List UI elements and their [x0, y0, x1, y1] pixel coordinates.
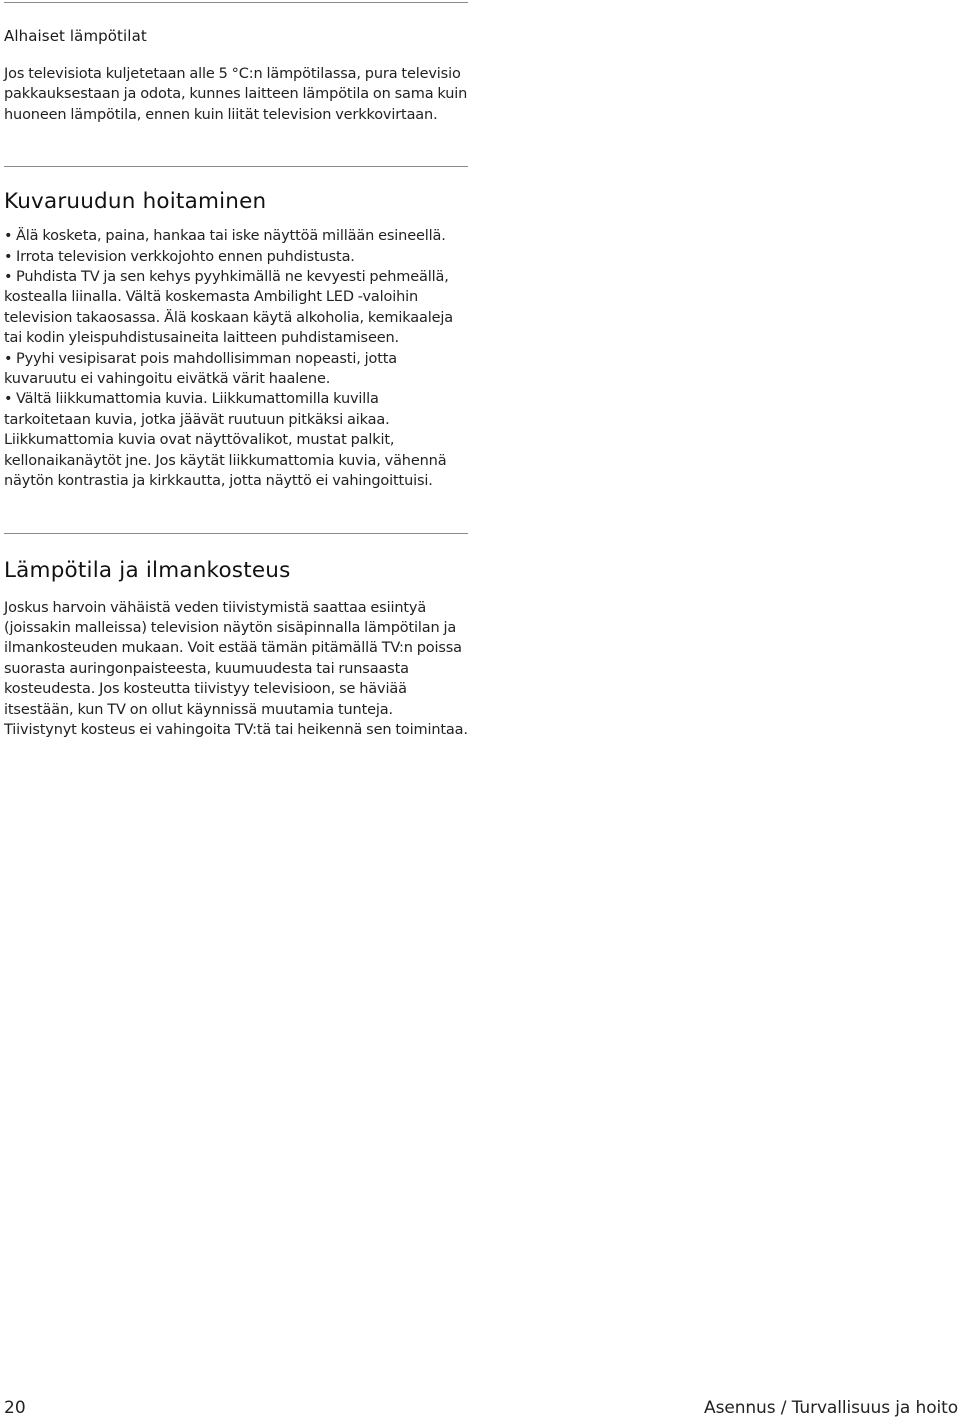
list-item	[4, 267, 468, 349]
list-item	[4, 226, 468, 246]
list-item-text: Vältä liikkumattomia kuvia. Liikkumattomilla kuvilla tarkoitetaan kuvia, jotka jäävät ruutuun pitkäksi aikaa. Liikkumattomia kuvia ovat näyttövalikot, mustat palkit, kellonaikanäytöt jne. Jos käytät liikkumattomia kuvia, vähennä näytön kontrastia ja kirkkautta, jotta näyttö ei vahingoittuisi.	[4, 391, 447, 490]
section-divider	[4, 166, 468, 167]
bullet-icon: •	[4, 228, 13, 245]
bullet-icon: •	[4, 391, 13, 408]
low-temperatures-body: Jos televisiota kuljetetaan alle 5 °C:n lämpötilassa, pura televisio pakkauksestaan ja odota, kunnes laitteen lämpötila on sama kuin huoneen lämpötila, ennen kuin liität television verkkovirtaan.	[4, 66, 468, 123]
section-divider	[4, 533, 468, 534]
bullet-icon: •	[4, 350, 13, 367]
chapter-title: Asennus / Turvallisuus ja hoito	[704, 1398, 958, 1418]
section-title-screen-care: Kuvaruudun hoitaminen	[4, 189, 267, 215]
list-item-text: Irrota television verkkojohto ennen puhdistusta.	[16, 248, 355, 265]
list-item	[4, 349, 468, 390]
list-item-text: Puhdista TV ja sen kehys pyyhkimällä ne kevyesti pehmeällä, kostealla liinalla. Vältä koskemasta Ambilight LED -valoihin television takaosassa. Älä koskaan käytä alkoholia, kemikaaleja tai kodin yleispuhdistusaineita laitteen puhdistamiseen.	[4, 269, 453, 347]
list-item-text: Älä kosketa, paina, hankaa tai iske näyttöä millään esineellä.	[16, 228, 446, 245]
content-column	[4, 0, 468, 740]
list-item	[4, 247, 468, 267]
humidity-body: Joskus harvoin vähäistä veden tiivistymistä saattaa esiintyä (joissakin malleissa) television näytön sisäpinnalla lämpötilan ja ilmankosteuden mukaan. Voit estää tämän pitämällä TV:n poissa suorasta auringonpaisteesta, kuumuudesta tai runsaasta kosteudesta. Jos kosteutta tiivistyy televisioon, se häviää itsestään, kun TV on ollut käynnissä muutamia tunteja. Tiivistynyt kosteus ei vahingoita TV:tä tai heikennä sen toimintaa.	[4, 599, 468, 738]
page-number: 20	[4, 1398, 26, 1418]
section-humidity	[4, 558, 468, 741]
section-title-low-temperatures: Alhaiset lämpötilat	[4, 27, 147, 45]
section-screen-care	[4, 189, 468, 491]
list-item-text: Pyyhi vesipisarat pois mahdollisimman nopeasti, jotta kuvaruutu ei vahingoitu eivätkä värit haalene.	[4, 350, 398, 388]
section-low-temperatures	[4, 27, 468, 125]
bullet-icon: •	[4, 248, 13, 265]
section-title-humidity: Lämpötila ja ilmankosteus	[4, 557, 291, 583]
screen-care-list	[4, 226, 468, 491]
bullet-icon: •	[4, 269, 13, 286]
list-item	[4, 389, 468, 491]
section-divider	[4, 2, 468, 3]
